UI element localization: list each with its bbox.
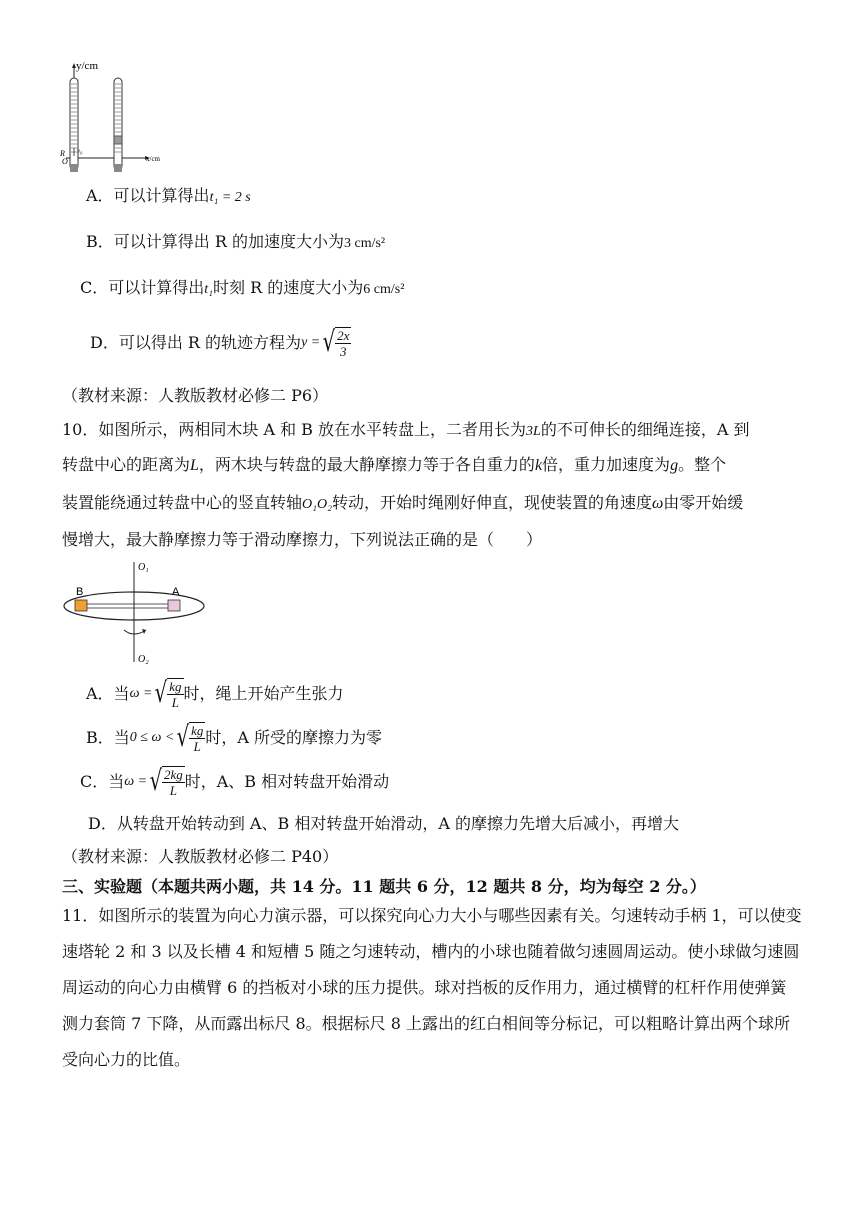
q10-line-2d: 。整个 [678, 455, 727, 474]
q9-option-d-num: 2x [337, 328, 350, 343]
q9-option-c-text: C．可以计算得出 [80, 278, 205, 297]
q9-option-b-text: B．可以计算得出 R 的加速度大小为 [86, 232, 344, 251]
q10-line-2-g: g [670, 457, 679, 474]
q10-option-b-text: B．当 [86, 728, 130, 747]
q10-option-b[interactable] [86, 720, 382, 756]
q10-line-1-math: 3L [526, 424, 541, 439]
sqrt-symbol: √ $\frac{kg}{L}$ [155, 676, 182, 710]
block-b [75, 600, 87, 611]
q10-option-a[interactable] [86, 676, 344, 712]
q10-line-1a: 10．如图所示，两相同木块 A 和 B 放在水平转盘上，二者用长为 [62, 420, 527, 439]
tube-figure [56, 60, 176, 175]
q10-line-2c: 倍，重力加速度为 [542, 455, 671, 474]
q10-option-b-suffix: 时，A 所受的摩擦力为零 [205, 728, 383, 747]
label-o: O [62, 157, 68, 166]
q9-option-b[interactable] [86, 232, 385, 254]
particle-r-moved [114, 136, 122, 144]
q9-option-a-math: t₁ = 2 s [209, 190, 251, 205]
q10-line-2-k: k [534, 457, 543, 474]
block-a [168, 600, 180, 611]
q10-line-2a: 转盘中心的距离为 [62, 455, 191, 474]
fig-label-b: B [76, 586, 84, 598]
q9-option-d-lhs: y = [301, 335, 321, 350]
q10-option-c-suffix: 时，A、B 相对转盘开始滑动 [184, 772, 390, 791]
q10-line-2-math: L [190, 457, 199, 474]
q9-option-d-text: D．可以得出 R 的轨迹方程为 [90, 333, 302, 352]
q10-line-3 [62, 493, 743, 515]
q10-option-a-suffix: 时，绳上开始产生张力 [183, 684, 344, 703]
q10-option-a-lhs: ω = [129, 686, 153, 701]
q9-option-c-math2: 6 cm/s² [363, 282, 405, 297]
q10-option-a-text: A．当 [86, 684, 130, 703]
q10-line-3b: 转动，开始时绳刚好伸直，现使装置的角速度 [331, 493, 652, 512]
q10-option-c-lhs: ω = [124, 774, 148, 789]
q10-line-2 [62, 455, 726, 476]
y-axis-label: y/cm [76, 60, 98, 72]
q10-option-a-num: kg [169, 679, 182, 694]
q9-option-a[interactable] [86, 186, 251, 208]
q10-line-3c: 由零开始缓 [663, 493, 744, 512]
q10-line-4: 慢增大，最大静摩擦力等于滑动摩擦力，下列说法正确的是（ ） [62, 530, 543, 549]
q11-text: 11．如图所示的装置为向心力演示器，可以探究向心力大小与哪些因素有关。匀速转动手柄 1，可以使变速塔轮 2 和 3 以及长槽 4 和短槽 5 随之匀速转动，槽内的小球也随着做匀速圆周运动。使小球做匀速圆周运动的向心力由横臂 6 的挡板对小球的压力提供。球对挡板的反作用力，通过横臂的杠杆作用使弹簧测力套筒 7 下降，从而露出标尺 8。根据标尺 8 上露出的红白相间等分标记，可以粗略计算出两个球所受向心力的比值。 [62, 906, 802, 1069]
q9-option-c[interactable] [80, 278, 404, 300]
x-axis-label: x/cm [146, 155, 160, 163]
fig-label-a: A [172, 586, 180, 598]
q10-line-1 [62, 420, 749, 442]
q10-line-3-math: O₁O₂ [302, 497, 332, 512]
q10-option-c-den: L [169, 783, 177, 798]
q9-option-c-math1: t₁ [204, 282, 214, 297]
q10-source: （教材来源：人教版教材必修二 P40） [62, 847, 339, 866]
q9-option-d-den: 3 [339, 344, 347, 359]
turntable-figure [62, 558, 212, 668]
q10-option-b-num: kg [191, 723, 204, 738]
sqrt-symbol: √ $\frac{2kg}{L}$ [149, 764, 183, 798]
q9-option-c-mid: 时刻 R 的速度大小为 [213, 278, 364, 297]
fig-label-o2: O₂ [138, 654, 149, 665]
q10-line-3a: 装置能绕通过转盘中心的竖直转轴 [62, 493, 303, 512]
q10-line-1b: 的不可伸长的细绳连接，A 到 [540, 420, 750, 439]
q10-line-2b: ，两木块与转盘的最大静摩擦力等于各自重力的 [198, 455, 535, 474]
q10-option-c[interactable] [80, 764, 389, 800]
q10-option-a-den: L [171, 695, 179, 710]
q10-option-b-den: L [193, 739, 201, 754]
q9-option-a-text: A．可以计算得出 [86, 186, 210, 205]
fig-label-o1: O₁ [138, 562, 149, 573]
sqrt-symbol: √ $\frac{kg}{L}$ [176, 720, 204, 754]
section-heading: 三、实验题（本题共两小题，共 14 分。11 题共 6 分，12 题共 8 分，均为每空 2 分。） [62, 877, 706, 896]
label-v0: v₀ [77, 147, 83, 155]
q9-option-b-math: 3 cm/s² [343, 236, 386, 251]
q10-line-3-omega: ω [652, 495, 664, 512]
q10-option-c-text: C．当 [80, 772, 125, 791]
q10-option-b-lhs: 0 ≤ ω < [129, 730, 175, 745]
q10-option-d[interactable]: D．从转盘开始转动到 A、B 相对转盘开始滑动，A 的摩擦力先增大后减小，再增大 [88, 814, 679, 833]
sqrt-symbol: √ $\frac{2x}{3}$ [322, 325, 350, 359]
label-r: R [60, 149, 65, 158]
q9-source: （教材来源：人教版教材必修二 P6） [62, 386, 329, 405]
q10-option-c-num: 2kg [163, 767, 183, 782]
q9-option-d[interactable] [90, 322, 351, 364]
